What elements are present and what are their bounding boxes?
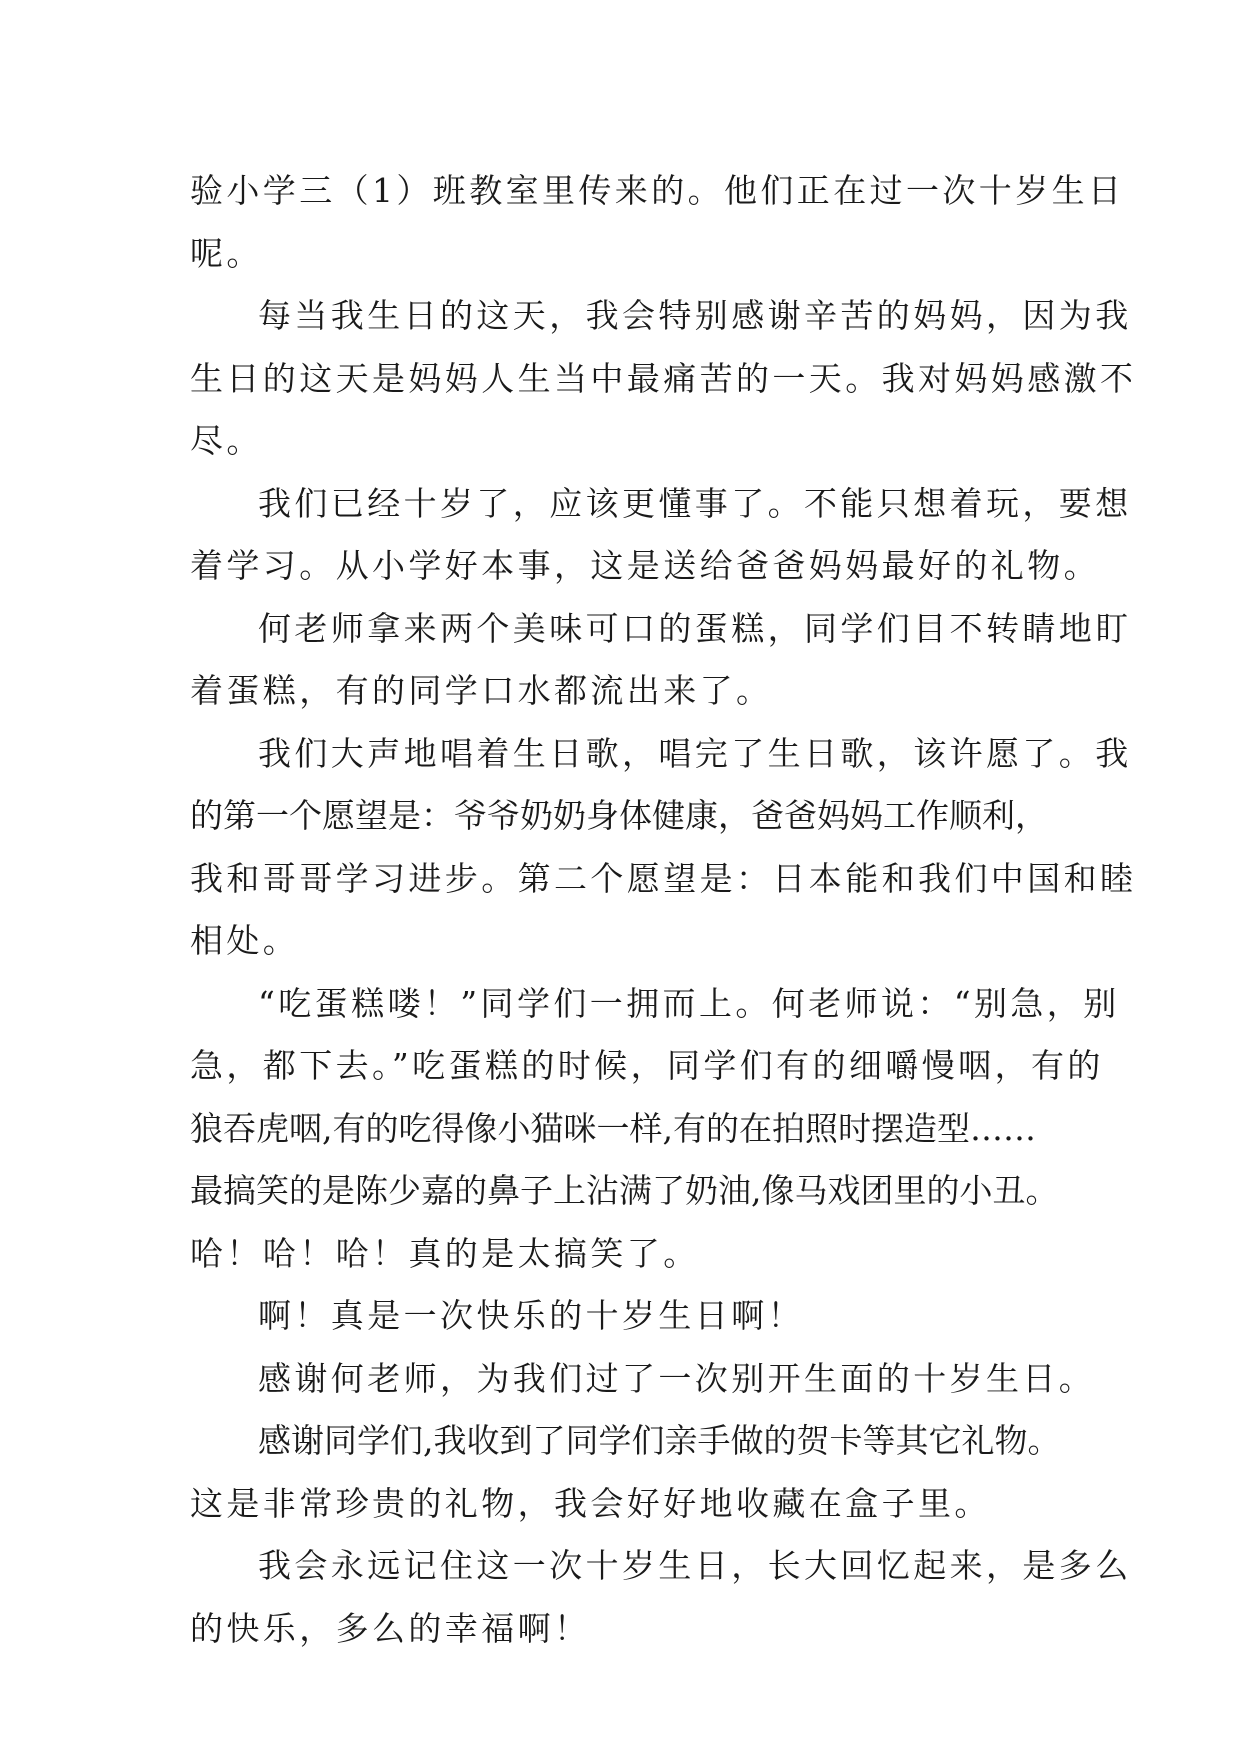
paragraph-start-line: “吃蛋糕喽！”同学们一拥而上。何老师说：“别急，别 — [258, 983, 1120, 1023]
text-line: 急，都下去。”吃蛋糕的时候，同学们有的细嚼慢咽，有的 — [190, 1046, 1104, 1085]
text-line: 验小学三（1）班教室里传来的。他们正在过一次十岁生日 — [190, 171, 1125, 210]
text-line: 相处。 — [190, 921, 300, 960]
text-line: 着学习。从小学好本事，这是送给爸爸妈妈最好的礼物。 — [190, 546, 1100, 585]
text-line: 尽。 — [190, 421, 263, 460]
text-line: 哈！哈！哈！真的是太搞笑了。 — [190, 1233, 700, 1273]
paragraph-start-line: 感谢同学们,我收到了同学们亲手做的贺卡等其它礼物。 — [258, 1421, 1061, 1460]
paragraph-start-line: 感谢何老师，为我们过了一次别开生面的十岁生日。 — [258, 1358, 1096, 1398]
text-line: 的快乐，多么的幸福啊！ — [190, 1608, 591, 1648]
paragraph-start-line: 我们大声地唱着生日歌，唱完了生日歌，该许愿了。我 — [258, 733, 1132, 773]
text-line: 狼吞虎咽,有的吃得像小猫咪一样,有的在拍照时摆造型…… — [190, 1108, 1036, 1148]
paragraph-start-line: 何老师拿来两个美味可口的蛋糕，同学们目不转睛地盯 — [258, 608, 1132, 648]
text-line: 着蛋糕，有的同学口水都流出来了。 — [190, 671, 773, 710]
text-line: 这是非常珍贵的礼物，我会好好地收藏在盒子里。 — [190, 1483, 991, 1523]
text-line: 生日的这天是妈妈人生当中最痛苦的一天。我对妈妈感激不 — [190, 358, 1137, 398]
text-line: 的第一个愿望是：爷爷奶奶身体健康，爸爸妈妈工作顺利， — [190, 796, 1048, 835]
paragraph-start-line: 我会永远记住这一次十岁生日，长大回忆起来，是多么 — [258, 1546, 1132, 1585]
paragraph-start-line: 啊！真是一次快乐的十岁生日啊！ — [258, 1296, 804, 1335]
text-line: 我和哥哥学习进步。第二个愿望是：日本能和我们中国和睦 — [190, 858, 1137, 898]
paragraph-start-line: 我们已经十岁了，应该更懂事了。不能只想着玩，要想 — [258, 483, 1132, 523]
text-line: 呢。 — [190, 233, 263, 273]
paragraph-start-line: 每当我生日的这天，我会特别感谢辛苦的妈妈，因为我 — [258, 296, 1132, 335]
essay-body — [190, 160, 1137, 1660]
text-line: 最搞笑的是陈少嘉的鼻子上沾满了奶油,像马戏团里的小丑。 — [190, 1171, 1059, 1210]
